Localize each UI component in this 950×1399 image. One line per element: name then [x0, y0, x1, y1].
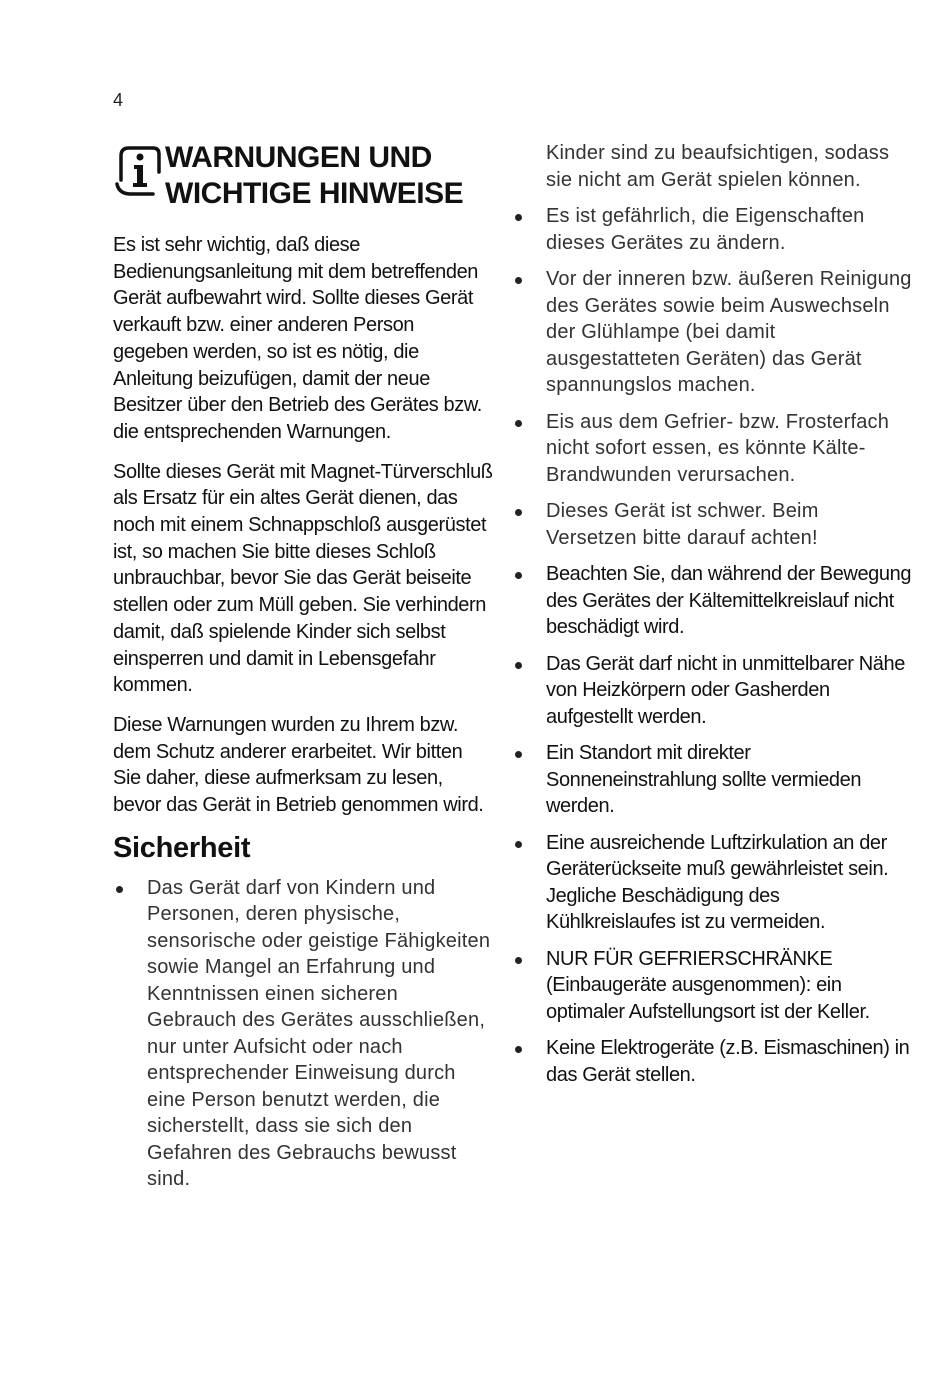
list-item: Keine Elektrogeräte (z.B. Eismaschinen) in das Gerät stellen.: [512, 1035, 912, 1088]
title-line-2: WICHTIGE HINWEISE: [165, 177, 464, 210]
list-item: NUR FÜR GEFRIERSCHRÄNKE (Einbaugeräte ausgenommen): ein optimaler Aufstellungsort ist der Keller.: [512, 946, 912, 1026]
warnings-heading: [113, 140, 493, 212]
page-number: 4: [113, 90, 124, 110]
title-line-1: WARNUNGEN UND: [165, 141, 432, 174]
list-item: Eine ausreichende Luftzirkulation an der Geräterückseite muß gewährleistet sein. Jegliche Beschädigung des Kühlkreislaufes ist zu vermeiden.: [512, 830, 912, 936]
list-item: Eis aus dem Gefrier- bzw. Frosterfach nicht sofort essen, es könnte Kälte-Brandwunden verursachen.: [512, 409, 912, 489]
right-column: [512, 140, 912, 1098]
list-item: Ein Standort mit direkter Sonneneinstrahlung sollte vermieden werden.: [512, 740, 912, 820]
continued-text: Kinder sind zu beaufsichtigen, sodass sie nicht am Gerät spielen können.: [546, 142, 890, 191]
intro-paragraph-2: Sollte dieses Gerät mit Magnet-Türverschluß als Ersatz für ein altes Gerät dienen, das noch mit einem Schnappschloß ausgerüstet ist, so machen Sie bitte dieses Schloß unbrauchbar, bevor Sie das Gerät beiseite stellen oder zum Müll geben. Sie verhindern damit, daß spielende Kinder sich selbst einsperren und damit in Lebensgefahr kommen.: [113, 460, 493, 697]
info-icon: [113, 140, 163, 200]
list-item: Beachten Sie, dan während der Bewegung des Gerätes der Kältemittelkreislauf nicht beschädigt wird.: [512, 561, 912, 641]
list-item: Es ist gefährlich, die Eigenschaften dieses Gerätes zu ändern.: [512, 203, 912, 256]
safety-list-right: [512, 203, 912, 1088]
list-item: Vor der inneren bzw. äußeren Reinigung des Gerätes sowie beim Auswechseln der Glühlampe (bei damit ausgestatteten Geräten) das Gerät spannungslos machen.: [512, 266, 912, 399]
intro-paragraph-3: Diese Warnungen wurden zu Ihrem bzw. dem Schutz anderer erarbeitet. Wir bitten Sie daher, diese aufmerksam zu lesen, bevor das Gerät in Betrieb genommen wird.: [113, 713, 484, 817]
list-item: Dieses Gerät ist schwer. Beim Versetzen bitte darauf achten!: [512, 498, 912, 551]
left-column: [113, 140, 493, 1203]
list-item: Das Gerät darf von Kindern und Personen, deren physische, sensorische oder geistige Fähigkeiten sowie Mangel an Erfahrung und Kenntnissen einen sicheren Gebrauch des Gerätes ausschließen, nur unter Aufsicht oder nach entsprechender Einweisung durch eine Person benutzt werden, die sicherstellt, dass sie sich den Gefahren des Gebrauchs bewusst sind.: [113, 875, 493, 1193]
safety-list-left: [113, 875, 493, 1193]
section-title-sicherheit: Sicherheit: [113, 831, 251, 864]
list-item: Das Gerät darf nicht in unmittelbarer Nähe von Heizkörpern oder Gasherden aufgestellt werden.: [512, 651, 912, 731]
intro-paragraph-1: Es ist sehr wichtig, daß diese Bedienungsanleitung mit dem betreffenden Gerät aufbewahrt wird. Sollte dieses Gerät verkauft bzw. einer anderen Person gegeben werden, so ist es nötig, die Anleitung beizufügen, damit der neue Besitzer über den Betrieb des Gerätes bzw. die entsprechenden Warnungen.: [113, 234, 482, 443]
page-title: [165, 140, 463, 212]
